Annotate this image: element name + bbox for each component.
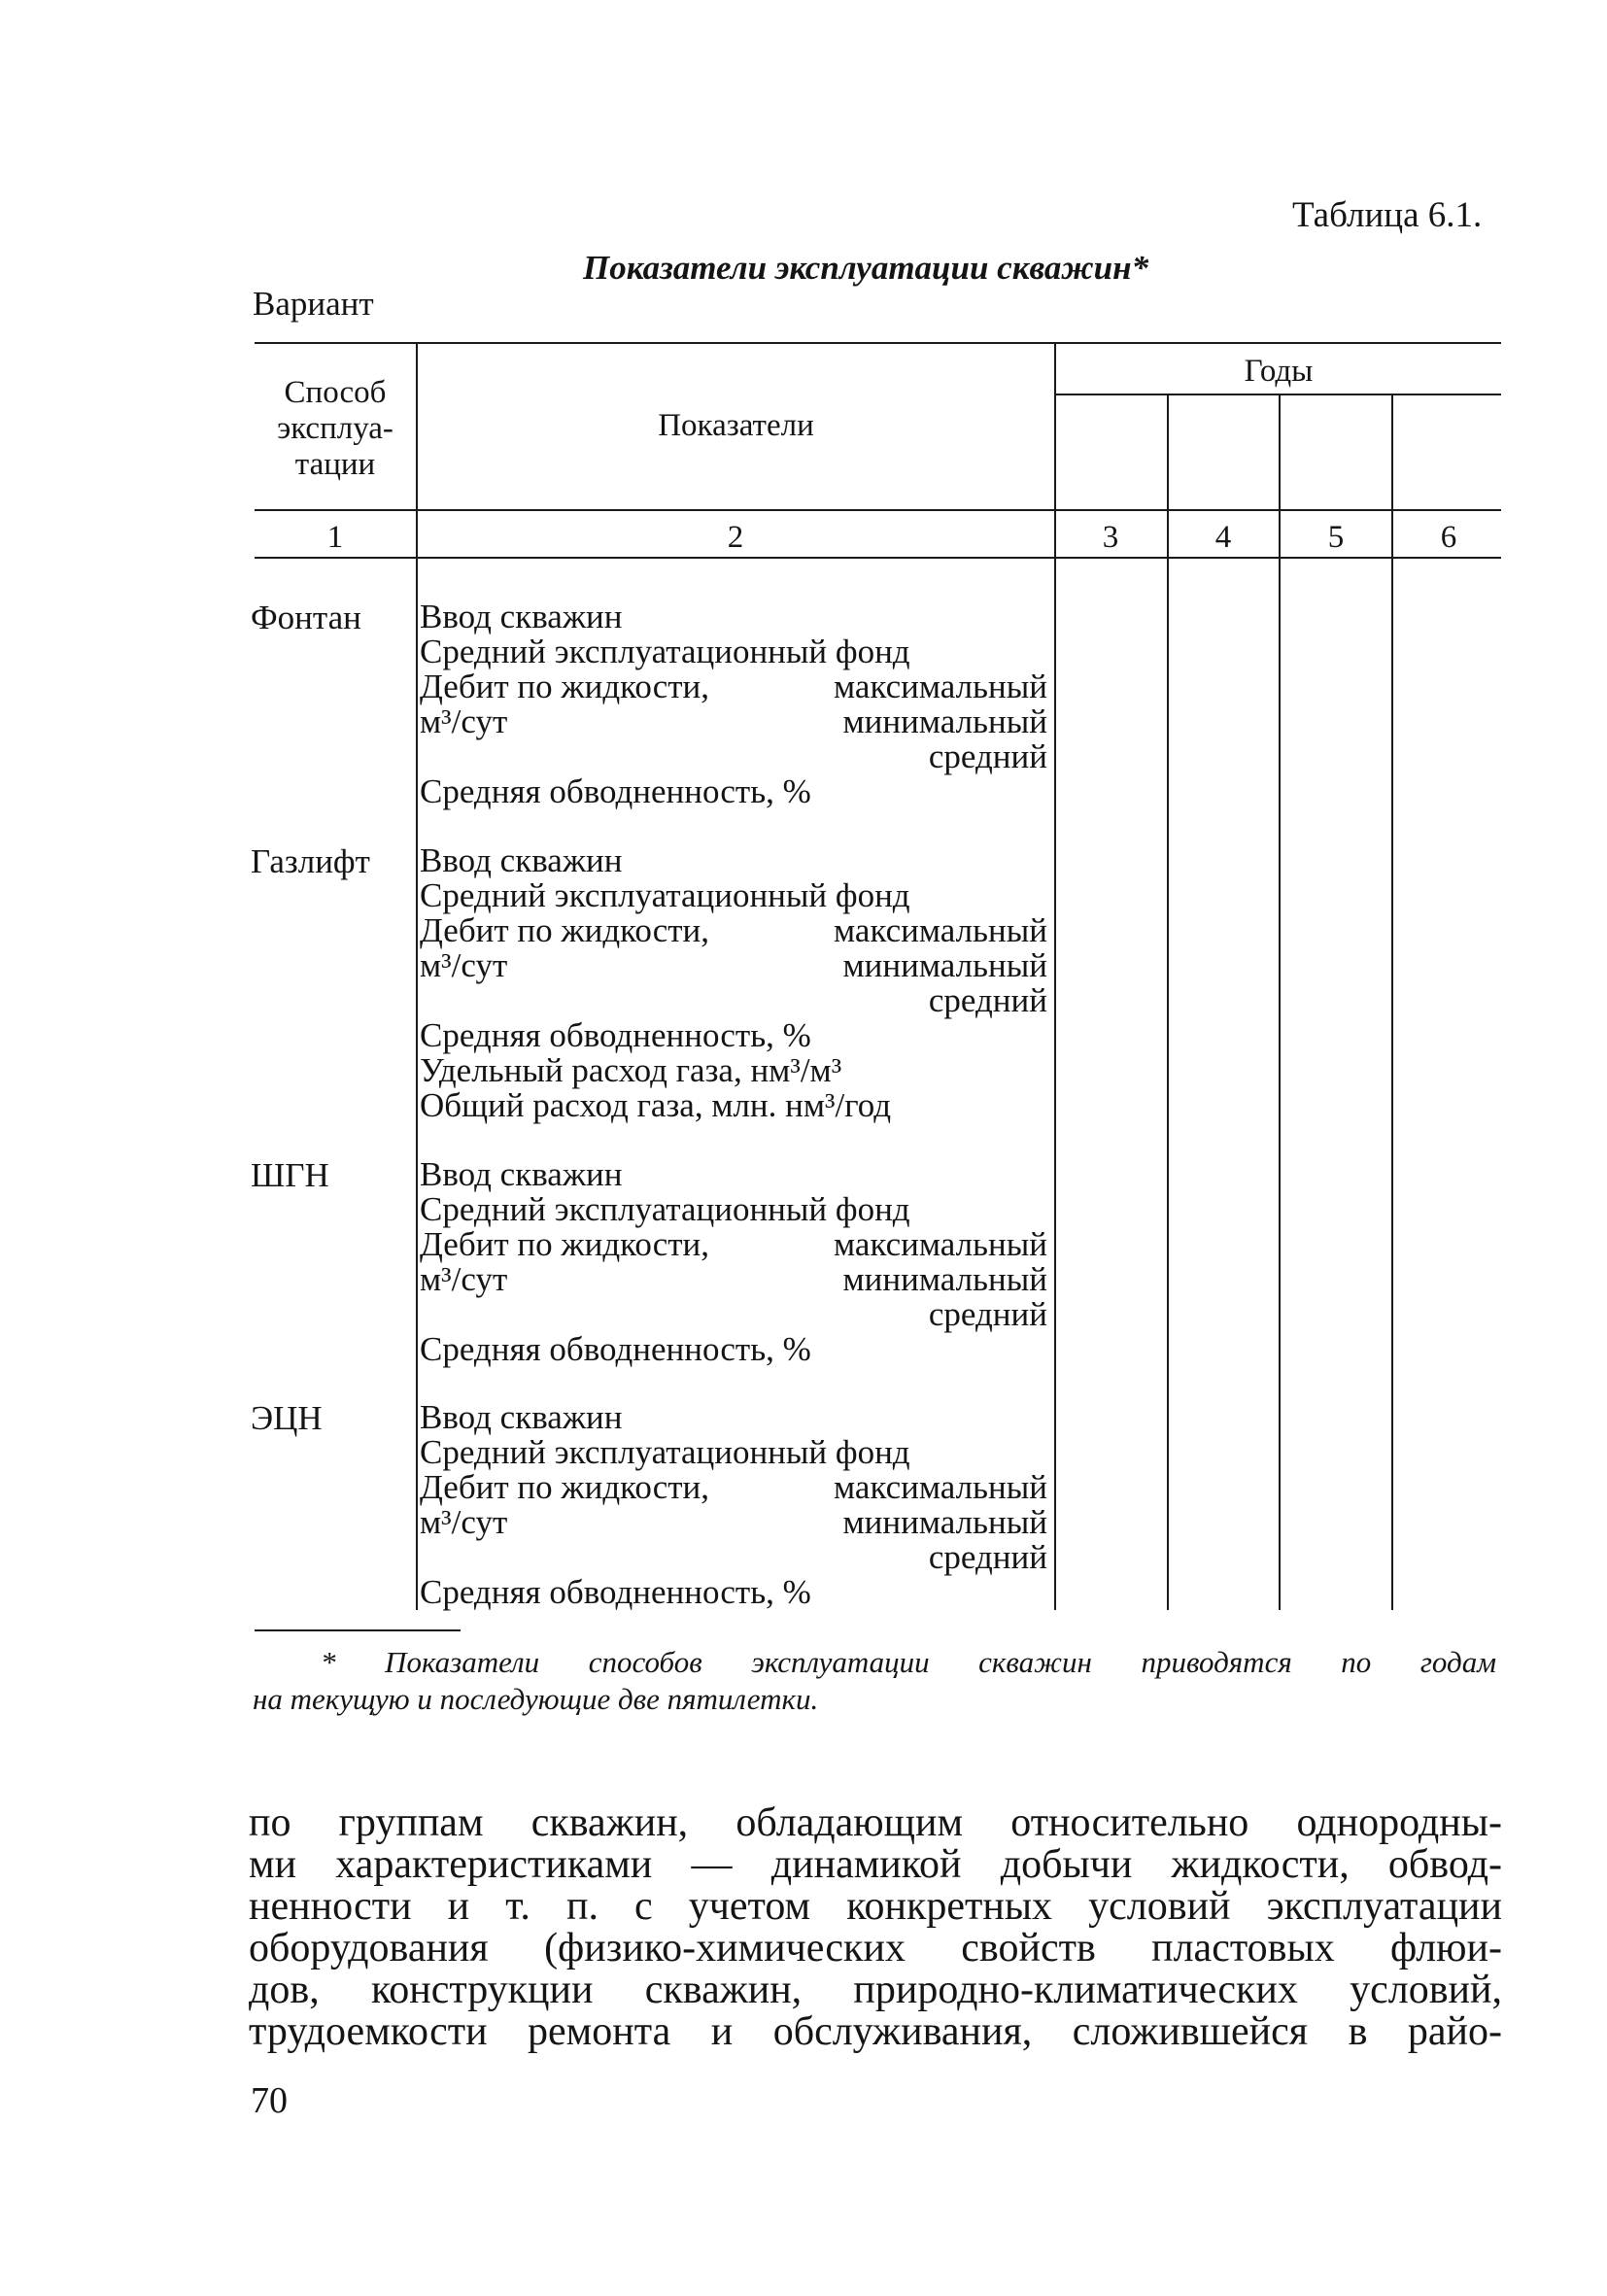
method-label: Фонтан [251,599,361,636]
body-line: ненности и т. п. с учетом конкретных условий эксплуатации [249,1884,1502,1929]
column-number: 1 [326,520,344,555]
indicator-subtext: минимальный [842,946,1047,984]
indicator-row [420,1400,1047,1435]
header-years: Годы [1244,354,1314,389]
body-line: дов, конструкции скважин, природно-климатических условий, [249,1968,1502,2012]
indicator-text: м³/сут [420,946,508,984]
column-number: 5 [1327,520,1345,555]
indicator-text: м³/сут [420,1260,508,1298]
indicator-row [420,983,1047,1018]
indicator-text: Дебит по жидкости, [420,911,710,949]
indicator-subtext: максимальный [834,911,1047,949]
indicator-text: Общий расход газа, млн. нм³/год [420,1086,892,1124]
indicator-subtext: средний [928,1295,1047,1333]
indicator-row [420,1053,1047,1088]
indicator-row [420,669,1047,704]
header-indicators: Показатели [658,408,814,443]
col-divider-3 [1167,394,1169,1610]
indicator-text: Средняя обводненность, % [420,1016,811,1054]
table-label: Таблица 6.1. [1292,195,1483,235]
variant-label: Вариант [253,285,374,323]
indicator-text: м³/сут [420,1503,508,1541]
indicator-text: Средний эксплуатационный фонд [420,876,910,914]
col-divider-5 [1391,394,1393,1610]
indicator-row [420,634,1047,669]
indicator-row [420,1157,1047,1192]
indicator-row [420,1575,1047,1610]
header-bottom-rule [255,509,1501,511]
indicator-row [420,600,1047,634]
indicator-row [420,1435,1047,1470]
indicator-row [420,843,1047,878]
indicator-text: Ввод скважин [420,1155,623,1193]
indicator-subtext: минимальный [842,703,1047,740]
indicator-text: Дебит по жидкости, [420,1225,710,1263]
body-line: ми характеристиками — динамикой добычи жидкости, обвод- [249,1842,1502,1887]
indicator-subtext: средний [928,1538,1047,1576]
indicator-subtext: максимальный [834,1468,1047,1506]
footnote-line: на текущую и последующие две пятилетки. [253,1682,819,1716]
body-paragraph [249,1802,1502,2053]
indicator-row [420,1332,1047,1367]
indicator-text: Средняя обводненность, % [420,772,811,810]
col-divider-2 [1054,342,1056,1610]
indicator-row [420,913,1047,948]
table-top-rule [255,342,1501,344]
indicator-subtext: максимальный [834,668,1047,705]
indicator-row [420,878,1047,913]
indicator-row [420,1192,1047,1227]
indicator-row [420,704,1047,739]
footnote-rule [255,1629,461,1631]
indicator-row [420,1262,1047,1297]
indicator-subtext: средний [928,737,1047,775]
method-label: Газлифт [251,842,370,880]
indicator-row [420,1470,1047,1505]
indicator-subtext: минимальный [842,1503,1047,1541]
indicator-row [420,1540,1047,1575]
method-label: ЭЦН [251,1399,323,1437]
indicator-subtext: максимальный [834,1225,1047,1263]
col-divider-1 [416,342,418,1610]
column-number: 6 [1440,520,1457,555]
indicator-row [420,739,1047,774]
indicator-text: Ввод скважин [420,841,623,879]
header-method: Способ эксплуа- тации [277,375,393,482]
indicator-text: Удельный расход газа, нм³/м³ [420,1051,842,1089]
page-number: 70 [251,2080,288,2121]
column-number: 4 [1214,520,1232,555]
method-label: ШГН [251,1156,329,1194]
column-number: 2 [727,520,744,555]
column-number: 3 [1102,520,1119,555]
indicator-text: Средняя обводненность, % [420,1573,811,1611]
indicator-text: Средний эксплуатационный фонд [420,1433,910,1471]
indicator-subtext: средний [928,981,1047,1019]
body-line: трудоемкости ремонта и обслуживания, сложившейся в райо- [249,2009,1502,2054]
indicator-text: Ввод скважин [420,598,623,635]
indicator-subtext: минимальный [842,1260,1047,1298]
indicator-text: Средний эксплуатационный фонд [420,633,910,670]
body-line: по группам скважин, обладающим относительно однородны- [249,1800,1502,1845]
footnote-line: * Показатели способов эксплуатации скважин приводятся по годам [321,1645,1496,1679]
indicator-row [420,1088,1047,1123]
indicator-row [420,948,1047,983]
indicator-row [420,1018,1047,1053]
indicator-text: Дебит по жидкости, [420,668,710,705]
indicator-text: Средний эксплуатационный фонд [420,1190,910,1228]
indicator-row [420,1297,1047,1332]
indicator-text: Средняя обводненность, % [420,1330,811,1368]
indicator-row [420,1227,1047,1262]
indicator-row [420,1505,1047,1540]
indicator-row [420,774,1047,809]
indicator-text: Ввод скважин [420,1398,623,1436]
footnote [253,1644,1496,1718]
table-title: Показатели эксплуатации скважин* [583,249,1149,287]
indicator-text: м³/сут [420,703,508,740]
body-line: оборудования (физико-химических свойств пластовых флюи- [249,1926,1502,1970]
colnum-bottom-rule [255,557,1501,559]
col-divider-4 [1279,394,1281,1610]
indicator-text: Дебит по жидкости, [420,1468,710,1506]
